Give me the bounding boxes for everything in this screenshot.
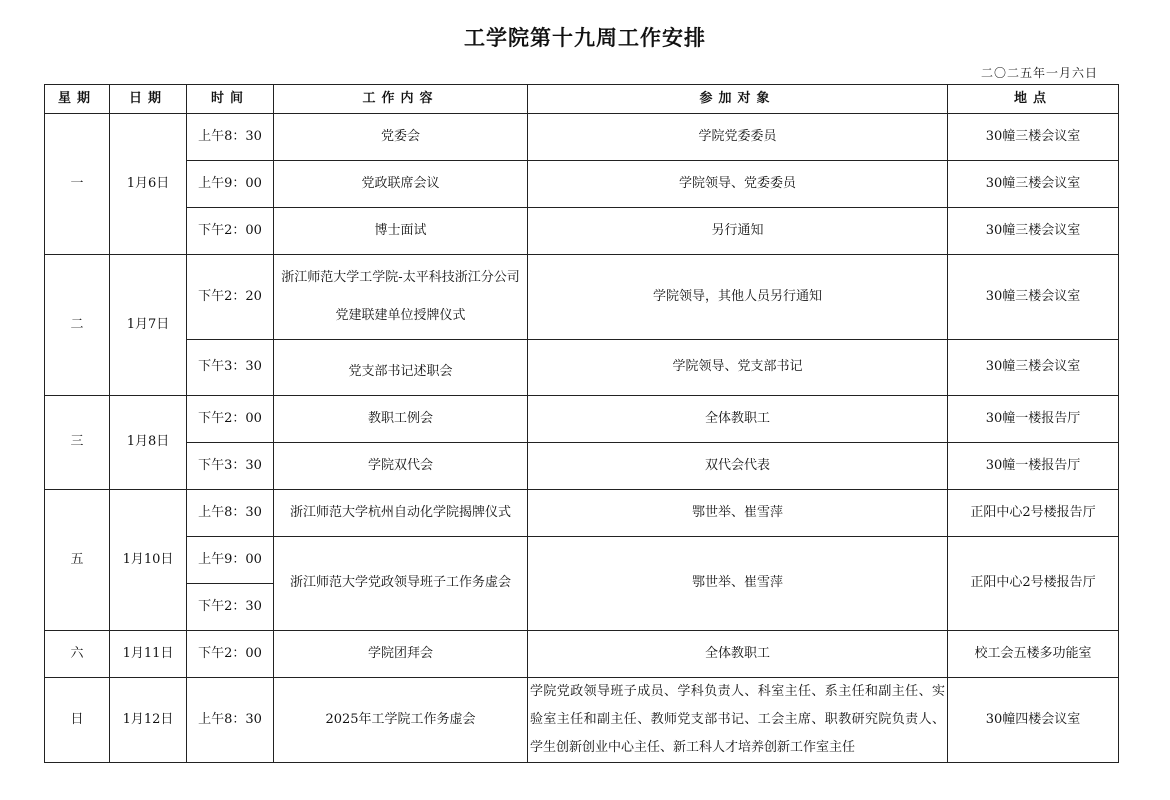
weekday-cell: 五 (45, 490, 110, 631)
content-cell: 2025年工学院工作务虚会 (274, 678, 528, 763)
header-content: 工作内容 (274, 85, 528, 114)
time-cell: 下午2：00 (187, 631, 274, 678)
date-cell: 1月8日 (110, 396, 187, 490)
weekday-cell: 日 (45, 678, 110, 763)
header-location: 地点 (948, 85, 1119, 114)
date-cell: 1月6日 (110, 114, 187, 255)
table-row (45, 631, 1119, 678)
participants-cell: 学院党委委员 (528, 114, 948, 161)
weekday-cell: 二 (45, 255, 110, 396)
header-time: 时间 (187, 85, 274, 114)
date-cell: 1月7日 (110, 255, 187, 396)
table-row (45, 537, 1119, 584)
location-cell: 30幢三楼会议室 (948, 255, 1119, 340)
content-cell: 党支部书记述职会 (274, 340, 528, 396)
location-cell: 30幢三楼会议室 (948, 161, 1119, 208)
time-cell: 下午3：30 (187, 443, 274, 490)
location-cell: 30幢四楼会议室 (948, 678, 1119, 763)
time-cell: 上午8：30 (187, 678, 274, 763)
table-row (45, 208, 1119, 255)
date-cell: 1月11日 (110, 631, 187, 678)
participants-cell: 全体教职工 (528, 396, 948, 443)
table-row (45, 255, 1119, 340)
location-cell: 30幢三楼会议室 (948, 208, 1119, 255)
participants-cell: 学院领导、党支部书记 (528, 340, 948, 396)
table-row (45, 678, 1119, 763)
content-cell: 学院团拜会 (274, 631, 528, 678)
table-row (45, 161, 1119, 208)
location-cell: 校工会五楼多功能室 (948, 631, 1119, 678)
table-row (45, 490, 1119, 537)
content-cell: 党委会 (274, 114, 528, 161)
table-row (45, 443, 1119, 490)
participants-cell: 双代会代表 (528, 443, 948, 490)
table-row (45, 114, 1119, 161)
content-cell: 博士面试 (274, 208, 528, 255)
date-cell: 1月12日 (110, 678, 187, 763)
content-cell: 浙江师范大学杭州自动化学院揭牌仪式 (274, 490, 528, 537)
time-cell: 上午8：30 (187, 114, 274, 161)
participants-cell: 学院党政领导班子成员、学科负责人、科室主任、系主任和副主任、实验室主任和副主任、教师党支部书记、工会主席、职教研究院负责人、学生创新创业中心主任、新工科人才培养创新工作室主任 (528, 678, 948, 763)
time-cell: 下午3：30 (187, 340, 274, 396)
location-cell: 正阳中心2号楼报告厅 (948, 537, 1119, 631)
content-cell: 学院双代会 (274, 443, 528, 490)
weekday-cell: 三 (45, 396, 110, 490)
time-cell: 下午2：30 (187, 584, 274, 631)
location-cell: 正阳中心2号楼报告厅 (948, 490, 1119, 537)
location-cell: 30幢一楼报告厅 (948, 396, 1119, 443)
header-date: 日期 (110, 85, 187, 114)
date-cell: 1月10日 (110, 490, 187, 631)
participants-cell: 另行通知 (528, 208, 948, 255)
header-participants: 参加对象 (528, 85, 948, 114)
table-row (45, 340, 1119, 396)
participants-cell: 学院领导、党委委员 (528, 161, 948, 208)
time-cell: 下午2：20 (187, 255, 274, 340)
time-cell: 上午9：00 (187, 537, 274, 584)
document-date: 二〇二五年一月六日 (980, 66, 1098, 80)
content-cell: 党政联席会议 (274, 161, 528, 208)
weekday-cell: 一 (45, 114, 110, 255)
table-row (45, 396, 1119, 443)
content-cell: 教职工例会 (274, 396, 528, 443)
weekday-cell: 六 (45, 631, 110, 678)
content-cell: 浙江师范大学工学院-太平科技浙江分公司党建联建单位授牌仪式 (274, 255, 528, 340)
table-header-row (45, 85, 1119, 114)
time-cell: 上午8：30 (187, 490, 274, 537)
participants-cell: 学院领导，其他人员另行通知 (528, 255, 948, 340)
location-cell: 30幢三楼会议室 (948, 340, 1119, 396)
participants-cell: 全体教职工 (528, 631, 948, 678)
schedule-table (44, 84, 1119, 763)
participants-cell: 鄂世举、崔雪萍 (528, 537, 948, 631)
location-cell: 30幢一楼报告厅 (948, 443, 1119, 490)
time-cell: 上午9：00 (187, 161, 274, 208)
location-cell: 30幢三楼会议室 (948, 114, 1119, 161)
content-cell: 浙江师范大学党政领导班子工作务虚会 (274, 537, 528, 631)
time-cell: 下午2：00 (187, 396, 274, 443)
time-cell: 下午2：00 (187, 208, 274, 255)
header-weekday: 星期 (45, 85, 110, 114)
participants-cell: 鄂世举、崔雪萍 (528, 490, 948, 537)
page-title: 工学院第十九周工作安排 (464, 26, 706, 50)
